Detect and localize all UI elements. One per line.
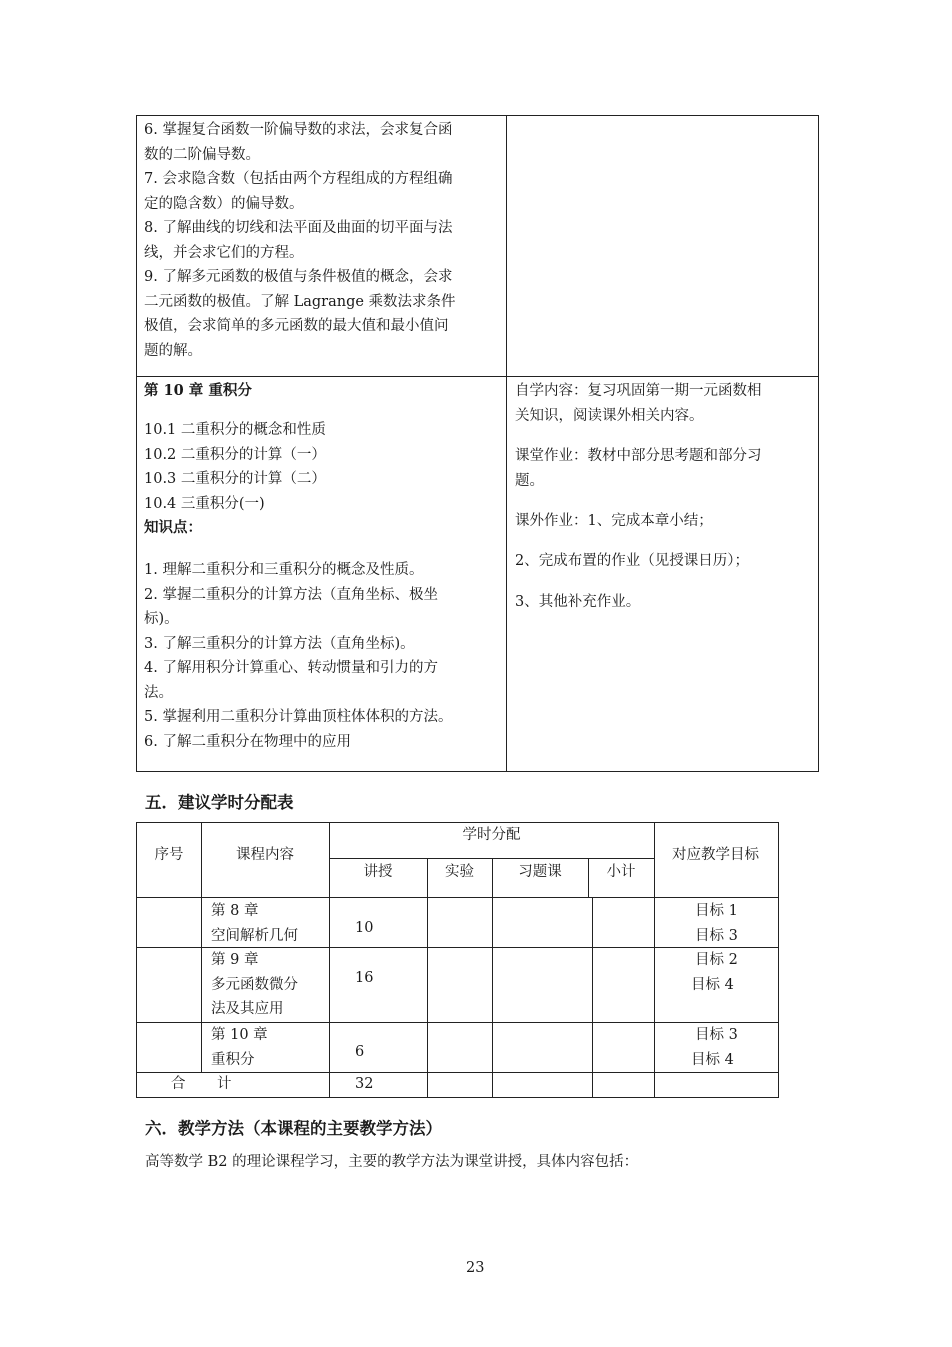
- page-number: 23: [466, 1260, 485, 1276]
- grid-line: [592, 897, 593, 1097]
- target-line: 目标 2: [695, 952, 738, 968]
- section6-body: 高等数学 B2 的理论课程学习，主要的教学方法为课堂讲授，具体内容包括：: [145, 1154, 639, 1170]
- target-line: 目标 4: [691, 976, 734, 993]
- knowledge-points-label: 知识点：: [144, 519, 202, 536]
- section5-heading: 五．建议学时分配表: [145, 793, 294, 812]
- table-row-content: [211, 899, 298, 948]
- total-lecture-hours: 32: [355, 1076, 374, 1092]
- classwork-text: [515, 444, 762, 493]
- row-lecture-hours: 16: [355, 970, 374, 986]
- grid-line: [136, 897, 778, 898]
- self-study-line: 关知识，阅读课外相关内容。: [515, 407, 704, 424]
- section-item: 10.2 二重积分的计算（一）: [144, 446, 326, 463]
- objective-line: 8. 了解曲线的切线和法平面及曲面的切平面与法: [144, 220, 453, 236]
- header-exercise: 习题课: [518, 864, 562, 880]
- syllabus-row-divider: [136, 376, 818, 377]
- content-line: 第 10 章: [211, 1027, 268, 1043]
- header-hours: 学时分配: [462, 827, 521, 843]
- chapter9-objectives: [144, 118, 456, 363]
- header-subtotal: 小计: [606, 864, 636, 880]
- knowledge-point: 6. 了解二重积分在物理中的应用: [144, 733, 351, 750]
- knowledge-point: 3. 了解三重积分的计算方法（直角坐标)。: [144, 635, 415, 652]
- chapter10-title: 第 10 章 重积分: [144, 382, 252, 399]
- total-label-a: 合: [171, 1076, 186, 1092]
- objective-line: 9. 了解多元函数的极值与条件极值的概念，会求: [144, 269, 453, 285]
- homework-line-3: 3、其他补充作业。: [515, 594, 641, 610]
- classwork-line: 题。: [515, 472, 544, 489]
- syllabus-table-divider: [506, 115, 507, 771]
- grid-line: [427, 897, 428, 1097]
- row-targets: [691, 1023, 738, 1072]
- objective-line: 6. 掌握复合函数一阶偏导数的求法，会求复合函: [144, 122, 453, 138]
- objective-line: 定的隐含数）的偏导数。: [144, 195, 304, 212]
- target-line: 目标 3: [695, 1027, 738, 1043]
- homework-line-2: 2、完成布置的作业（见授课日历）；: [515, 553, 749, 569]
- grid-line: [329, 858, 655, 859]
- objective-line: 题的解。: [144, 342, 202, 359]
- target-line: 目标 1: [695, 903, 738, 919]
- content-line: 第 9 章: [211, 952, 259, 968]
- content-line: 空间解析几何: [211, 927, 298, 944]
- header-lab: 实验: [445, 864, 474, 880]
- knowledge-point: 标)。: [144, 611, 179, 627]
- objective-line: 线，并会求它们的方程。: [144, 244, 304, 261]
- section-item: 10.1 二重积分的概念和性质: [144, 422, 326, 438]
- target-line: 目标 3: [695, 927, 738, 944]
- grid-line: [136, 1072, 778, 1073]
- grid-line: [492, 897, 493, 1097]
- header-lecture: 讲授: [363, 864, 393, 880]
- row-targets: [695, 899, 738, 948]
- section6-heading: 六．教学方法（本课程的主要教学方法）: [145, 1119, 442, 1138]
- objective-line: 7. 会求隐含数（包括由两个方程组成的方程组确: [144, 171, 453, 187]
- objective-line: 极值，会求简单的多元函数的最大值和最小值问: [144, 318, 449, 334]
- header-target: 对应教学目标: [672, 847, 759, 863]
- classwork-line: 课堂作业：教材中部分思考题和部分习: [515, 448, 762, 464]
- self-study-text: [515, 379, 762, 428]
- homework-line-1: 课外作业：1、完成本章小结；: [515, 513, 713, 529]
- section-item: 10.4 三重积分(一): [144, 495, 265, 512]
- knowledge-point: 法。: [144, 684, 173, 701]
- knowledge-point: 1. 理解二重积分和三重积分的概念及性质。: [144, 562, 424, 578]
- table-row-content: [211, 1023, 268, 1072]
- content-line: 法及其应用: [211, 1001, 284, 1017]
- table-row-content: [211, 948, 298, 1022]
- content-line: 第 8 章: [211, 903, 259, 919]
- objective-line: 二元函数的极值。了解 Lagrange 乘数法求条件: [144, 293, 456, 310]
- total-label-b: 计: [217, 1076, 232, 1092]
- row-targets: [691, 948, 738, 997]
- knowledge-points: [144, 558, 452, 754]
- row-lecture-hours: 6: [355, 1044, 365, 1060]
- objective-line: 数的二阶偏导数。: [144, 146, 260, 163]
- target-line: 目标 4: [691, 1051, 734, 1068]
- self-study-line: 自学内容：复习巩固第一期一元函数相: [515, 383, 762, 399]
- content-line: 重积分: [211, 1051, 255, 1068]
- knowledge-point: 2. 掌握二重积分的计算方法（直角坐标、极坐: [144, 586, 438, 603]
- header-content: 课程内容: [236, 847, 294, 863]
- chapter10-sections: [144, 418, 326, 516]
- content-line: 多元函数微分: [211, 976, 298, 993]
- header-seq: 序号: [154, 847, 184, 863]
- section-item: 10.3 二重积分的计算（二）: [144, 471, 326, 487]
- knowledge-point: 4. 了解用积分计算重心、转动惯量和引力的方: [144, 660, 438, 676]
- knowledge-point: 5. 掌握利用二重积分计算曲顶柱体体积的方法。: [144, 709, 453, 725]
- row-lecture-hours: 10: [355, 920, 374, 936]
